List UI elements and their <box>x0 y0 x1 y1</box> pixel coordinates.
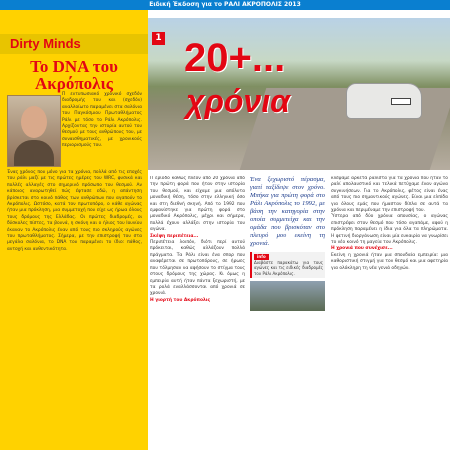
pull-quote: Ένα ξεχωριστό πέρασμα, γιατί ταξίδεψε στον χρόνο. Μπήκα για πρώτη φορά στο Ράλι Ακρόπολις το 1992, με βάση την κατηγορία στην οποία συμμετείχα και την ομάδα που βρισκόταν στο πλευρό μου εκείνη τη χρονιά. <box>250 176 325 247</box>
col1-more: Περιπέτεια λοιπόν, διότι περί αυτού πρόκειται, καθώς αλλάζουν πολλά πράγματα. Τα Ράλι είναι ένα σπορ που αναφέρεται σε πρωτοπόρους, σε ήρωες που τόλμησαν να αφήσουν το στίγμα τους στους δρόμους της χώρας. Κι όμως η εμπειρία αυτή ήταν πάντα ξεχωριστή, με τα ρολά εναλλάσσονται από χρονιά σε χρονιά. <box>150 240 245 297</box>
info-title: info <box>254 254 269 260</box>
col1-text: Π ερίοδο καθώς πλέον από 20 χρόνια από την πρώτη φορά που ήταν στην ιστορία του θεσμού, και είχαμε μια απόλυτα μοναδική θέση, τόσο στην ελληνική όσο και στη διεθνή σκηνή. Από το 1992 που εμφανίστηκε για πρώτη φορά στο μοναδικό Ακρόπολις, μέχρι και σήμερα, πολλά έχουν αλλάξει στην ιστορία του αγώνα. <box>150 176 245 233</box>
article-column-2 <box>250 176 325 450</box>
col1-subheading: Σκέψη περιπέτεια... <box>150 233 199 239</box>
license-plate <box>391 98 411 105</box>
col1-subheading-2: Η γιορτή του Ακρόπολις <box>150 297 211 303</box>
column-title: Dirty Minds <box>10 36 81 51</box>
col3-subheading: Η χρονιά που συνέχισε... <box>331 246 393 252</box>
headline-word: χρόνια <box>186 83 290 119</box>
headline-number: 20+... <box>184 36 286 80</box>
page-number: 1 <box>152 32 165 45</box>
main-article <box>148 10 450 450</box>
column-title-bar <box>0 34 148 54</box>
info-box <box>250 252 325 278</box>
column-body: Ένας χρόνος που μόνο για τα χρόνια, πολλά από τις εποχές του ράλι μαζί με τις πρώτες ημέρες του WRC, φυσικά και πολλές αλλαγές στο σημερινό πρόσωπο του θεσμού. Αν κάποιος αναρωτηθεί πώς έφτασε εδώ, η απάντηση βρίσκεται στο κοινό πάθος των ανθρώπων που αγαπούν το Ακρόπολις. Ωστόσο, κατά τον πρωτοπόρο, ο κάθε αγώνας ήταν μια πρόκληση, μια συμμετοχή που είχε ως ήρωα όλους τους δρόμους της Ελλάδας. Οι πρώτες διαδρομές, οι δύσκολες πίστες, τα βουνά, η σκόνη και ο ήλιος του Ιουνίου έκαναν το Ακρόπολις έναν από τους πιο σκληρούς αγώνες του πρωταθλήματος. Σήμερα, με την επιστροφή του στα μεγάλα σαλόνια, το DNA του παραμένει το ίδιο: πάθος, αντοχή και αυθεντικότητα. <box>7 170 142 252</box>
col3-text: κλέψαμε αρκετά ραλίστα για τα χρόνια που ήταν το ραλί απολαυστικό και τελικά πετύχαμε έναν αγώνα συγκινήσεων. Για το Ακρόπολις, φέτος είναι ένας από τους πιο σημαντικούς αγώνες. Είναι μια ελπίδα για όλους εμάς που ήμασταν δίπλα σε αυτά τα χρόνια και περιμέναμε την επιστροφή του. <box>331 176 448 214</box>
edition-banner: Ειδική Έκδοση για το ΡΑΛΙ ΑΚΡΟΠΟΛΙΣ 2013 <box>0 0 450 10</box>
article-column-3 <box>331 176 448 450</box>
bottom-photo <box>250 281 325 311</box>
info-text: Διαβάστε παρακάτω για τους αγώνες και τις ειδικές διαδρομές του Ράλι Ακρόπολις. <box>254 259 323 276</box>
column-intro: Π εντυπωσιακό χρονικό σχεδόν διαδρομής του και (σχεδόν) αναλλοίωτο παραμένει στα σαλόνια του Παγκόσμιου Πρωταθλήματος Ράλι με τόσο το Ράλι Ακρόπολις. Αρχίζοντας την ιστορία αυτού του θεσμού με τους ανθρώπους του, με συναισθηματικές, με χρονικούς περιορισμούς του. <box>62 92 142 149</box>
hero-photo <box>148 18 450 170</box>
author-portrait <box>7 95 61 167</box>
col3-more: Ύστερα από δύο χρόνια απουσίας, ο αγώνας επιστρέφει στον θεσμό που τόσο αγαπάμε, αφού η πρόκληση παραμένει η ίδια για όλα τα πληρώματα. Η φετινή διοργάνωση είναι μία ευκαιρία να γνωρίσει το νέο κοινό τη μαγεία του Ακρόπολις. <box>331 214 448 246</box>
article-column-1 <box>150 176 245 450</box>
column-headline: Το DNA του Ακρόπολις <box>30 57 118 93</box>
col3-end: Εκείνη η χρονιά ήταν μια σπουδαία εμπειρία: μια καθοριστική στιγμή για τον θεσμό και μια αφετηρία για ολόκληρη τη νέα γενιά οδηγών. <box>331 252 448 271</box>
column-sidebar <box>0 10 148 450</box>
